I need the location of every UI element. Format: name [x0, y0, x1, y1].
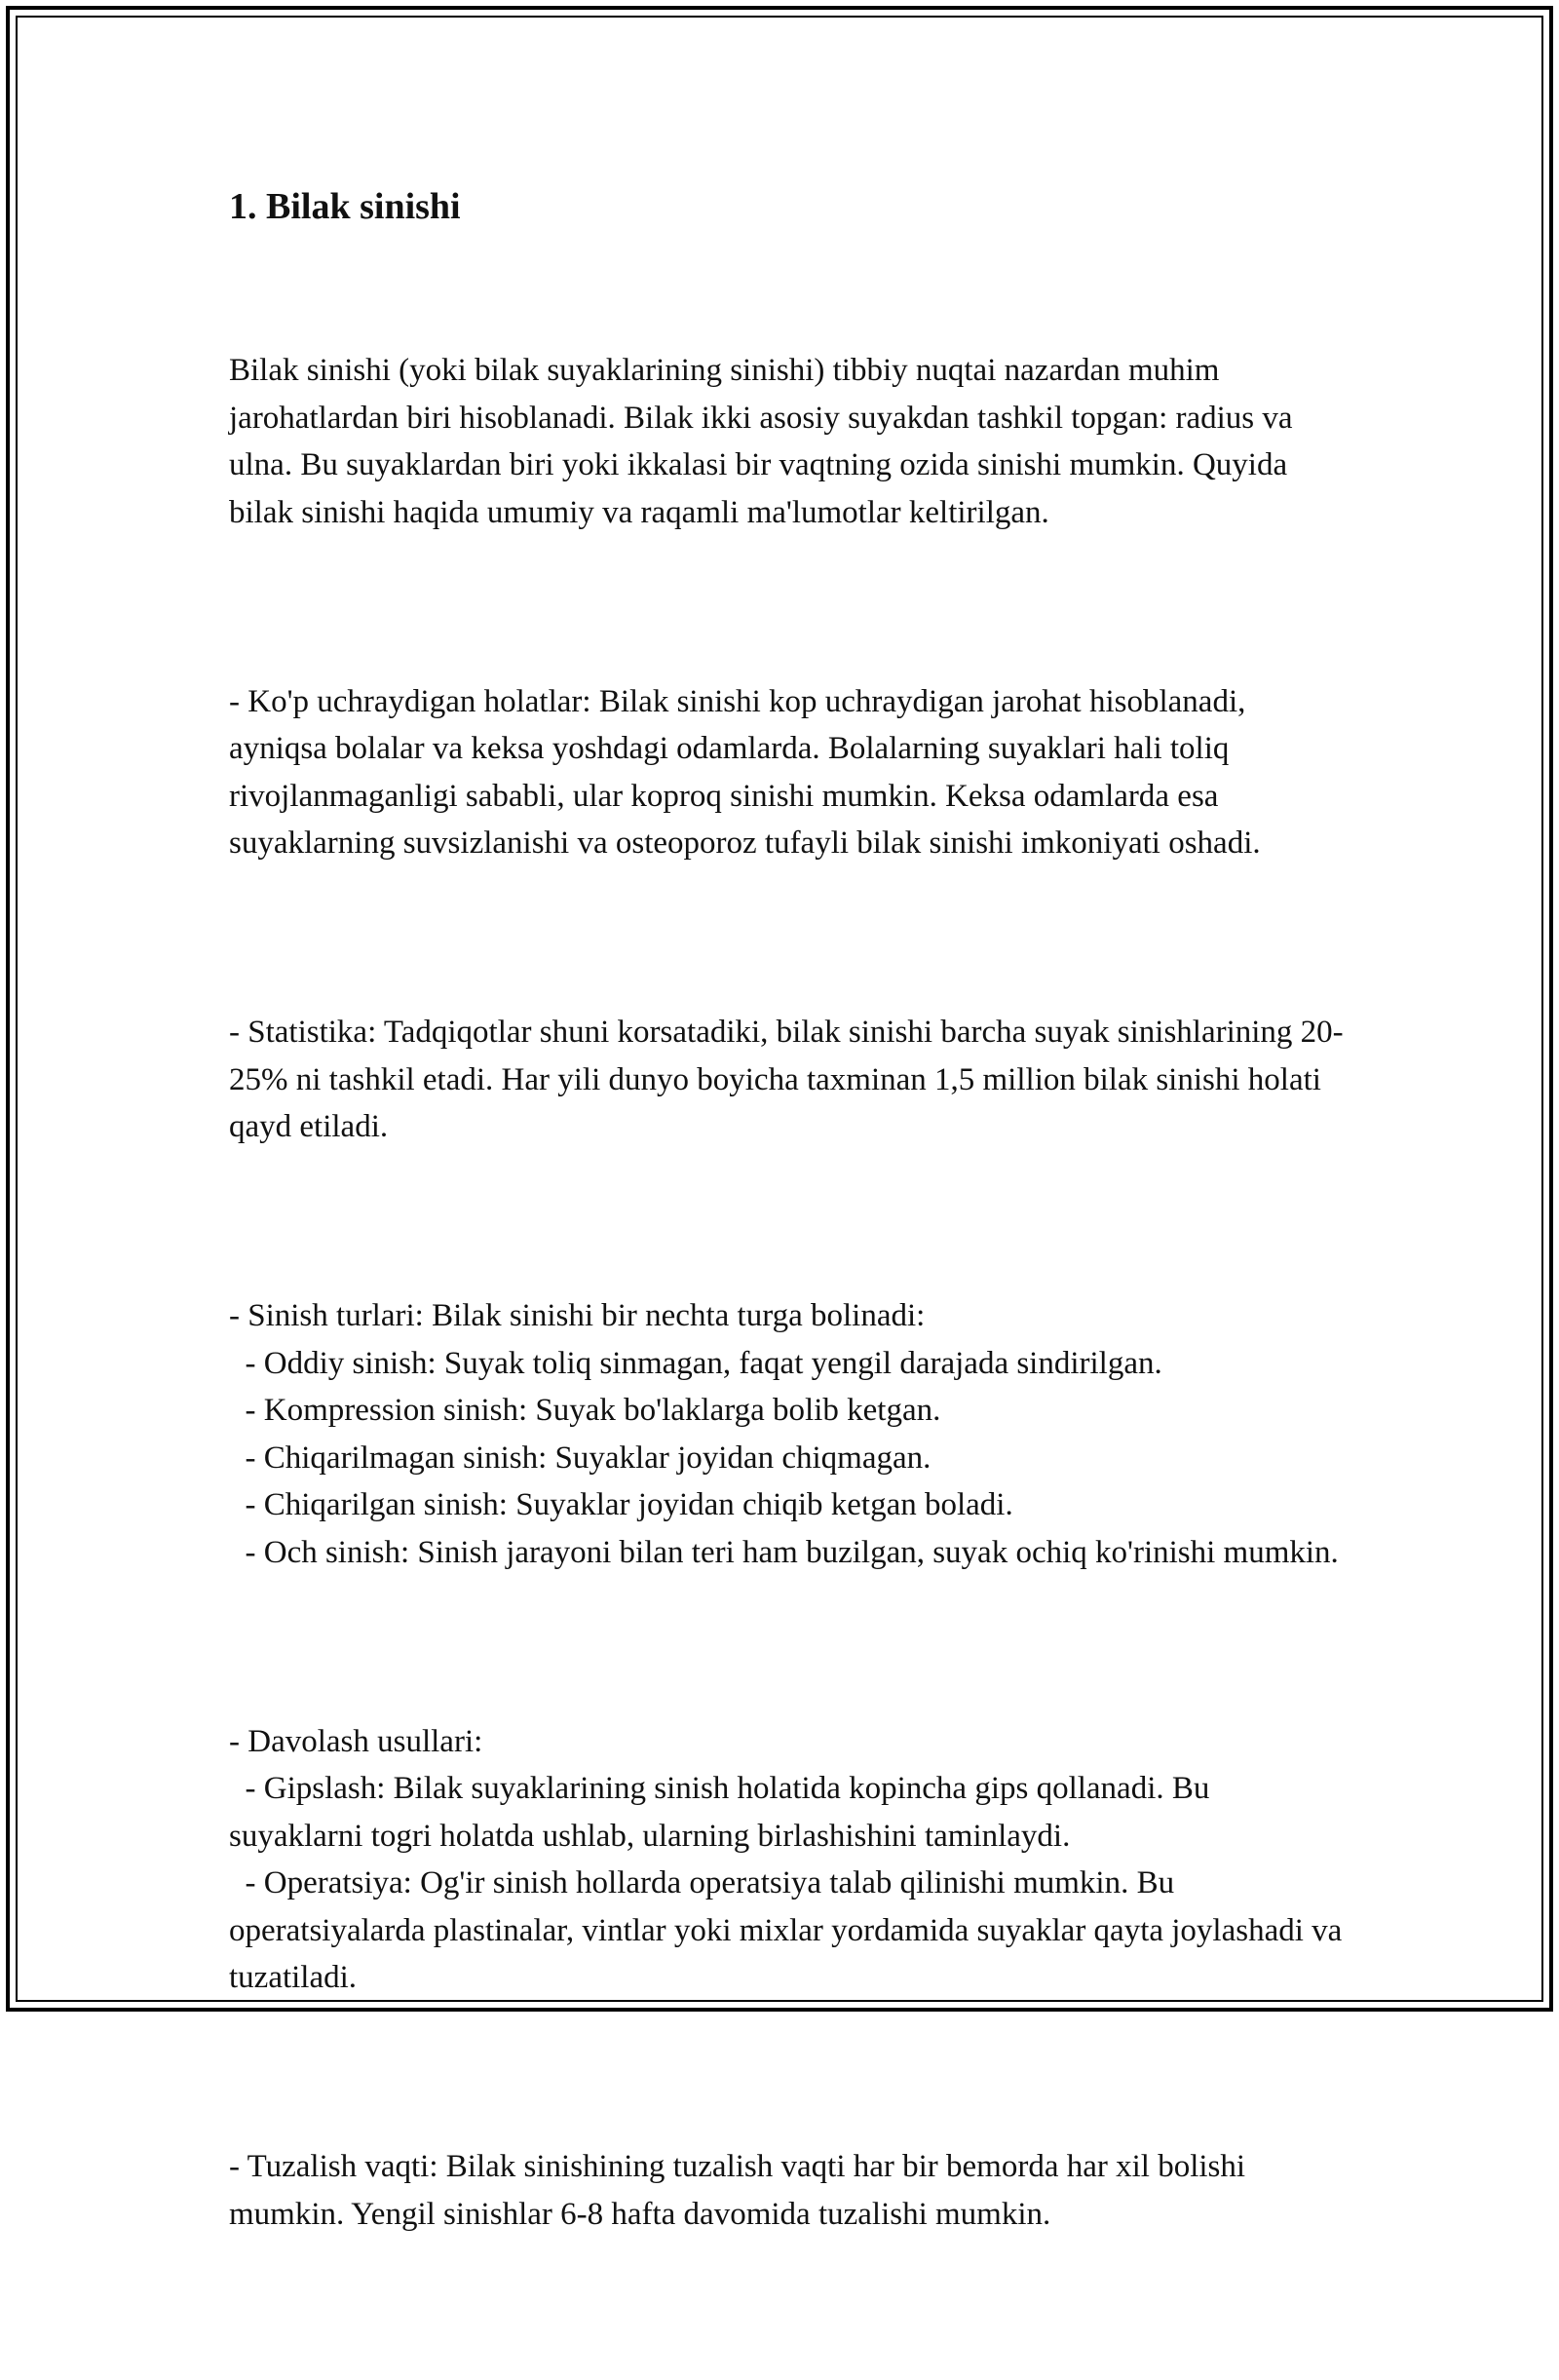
- document-body: [229, 179, 1350, 2380]
- document-text: [229, 252, 1350, 2380]
- paragraph-recovery-time: - Tuzalish vaqti: Bilak sinishining tuzalish vaqti har bir bemorda har xil bolishi mumkin. Yengil sinishlar 6-8 hafta davomida tuzalishi mumkin.: [229, 2149, 1254, 2232]
- paragraph-fracture-types: - Sinish turlari: Bilak sinishi bir nechta turga bolinadi: - Oddiy sinish: Suyak toliq sinmagan, faqat yengil darajada sindirilgan. - Kompression sinish: Suyak bo'laklarga bolib ketgan. - Chiqarilmagan sinish: Suyaklar joyidan chiqmagan. - Chiqarilgan sinish: Suyaklar joyidan chiqib ketgan boladi. - Och sinish: Sinish jarayoni bilan teri ham buzilgan, suyak ochiq ko'rinishi mumkin.: [229, 1298, 1339, 1570]
- paragraph-common-cases: - Ko'p uchraydigan holatlar: Bilak sinishi kop uchraydigan jarohat hisoblanadi, ayniqsa bolalar va keksa yoshdagi odamlarda. Bolalarning suyaklari hali toliq rivojlanmaganligi sababli, ular koproq sinishi mumkin. Keksa odamlarda esa suyaklarning suvsizlanishi va osteoporoz tufayli bilak sinishi imkoniyati oshadi.: [229, 683, 1261, 861]
- paragraph-statistics: - Statistika: Tadqiqotlar shuni korsatadiki, bilak sinishi barcha suyak sinishlarining 20-25% ni tashkil etadi. Har yili dunyo boyicha taxminan 1,5 million bilak sinishi holati qayd etiladi.: [229, 1015, 1344, 1144]
- paragraph-intro: Bilak sinishi (yoki bilak suyaklarining sinishi) tibbiy nuqtai nazardan muhim jarohatlardan biri hisoblanadi. Bilak ikki asosiy suyakdan tashkil topgan: radius va ulna. Bu suyaklardan biri yoki ikkalasi bir vaqtning ozida sinishi mumkin. Quyida bilak sinishi haqida umumiy va raqamli ma'lumotlar keltirilgan.: [229, 353, 1301, 530]
- document-title: 1. Bilak sinishi: [229, 186, 461, 227]
- paragraph-treatment-methods: - Davolash usullari: - Gipslash: Bilak suyaklarining sinish holatida kopincha gips qollanadi. Bu suyaklarni togri holatda ushlab, ularning birlashishini taminlaydi. - Operatsiya: Og'ir sinish hollarda operatsiya talab qilinishi mumkin. Bu operatsiyalarda plastinalar, vintlar yoki mixlar yordamida suyaklar qayta joylashadi va tuzatiladi.: [229, 1723, 1343, 1995]
